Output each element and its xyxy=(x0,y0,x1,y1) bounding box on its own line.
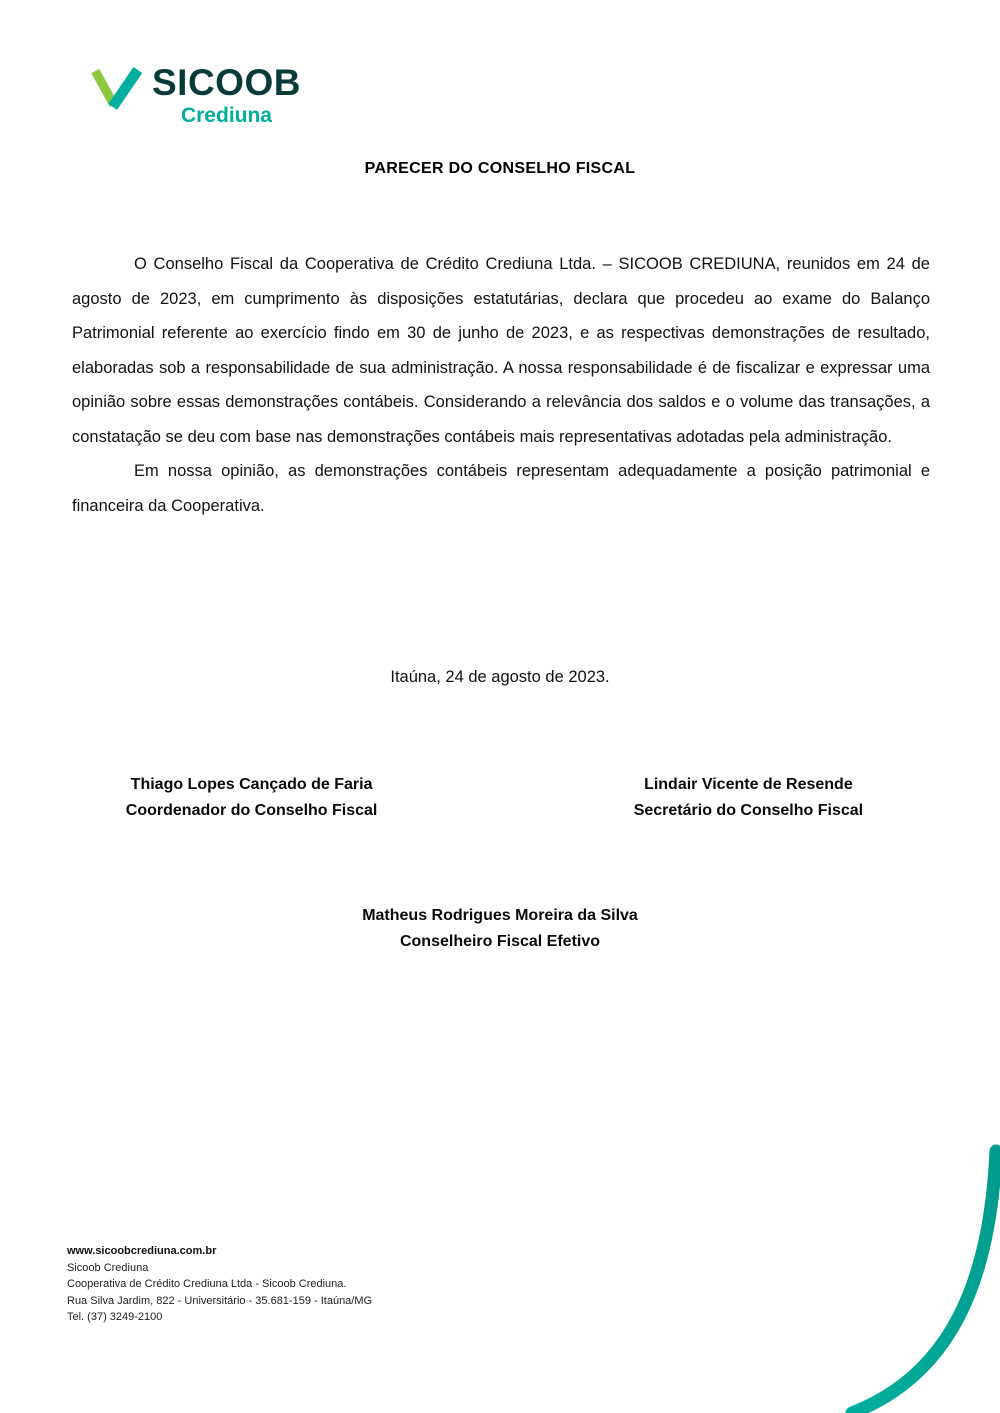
signature-center-role: Conselheiro Fiscal Efetivo xyxy=(399,933,601,950)
footer-phone: Tel. (37) 3249-2100 xyxy=(67,1311,163,1323)
date-line: Itaúna, 24 de agosto de 2023. xyxy=(390,668,610,686)
signature-right xyxy=(537,772,960,824)
signature-row xyxy=(40,772,960,824)
footer-company: Sicoob Crediuna xyxy=(67,1261,149,1274)
footer xyxy=(67,1243,372,1326)
logo-subtext: Crediuna xyxy=(180,104,272,127)
document-body xyxy=(72,247,930,523)
signature-left xyxy=(40,772,463,824)
sicoob-v-icon xyxy=(88,64,144,114)
signature-left-name: Thiago Lopes Cançado de Faria xyxy=(130,776,373,793)
corner-swoosh-icon xyxy=(830,1123,1000,1413)
sicoob-logo xyxy=(88,64,301,128)
footer-website: www.sicoobcrediuna.com.br xyxy=(67,1245,217,1257)
footer-legal-name: Cooperativa de Crédito Crediuna Ltda - Sicoob Crediuna. xyxy=(67,1278,347,1290)
logo-wordmark: SICOOB xyxy=(152,62,301,103)
signature-right-name: Lindair Vicente de Resende xyxy=(644,776,853,793)
signature-right-role: Secretário do Conselho Fiscal xyxy=(633,802,864,819)
footer-address: Rua Silva Jardim, 822 - Universitário - 35.681-159 - Itaúna/MG xyxy=(67,1294,373,1307)
signature-center xyxy=(0,903,1000,955)
signature-left-role: Coordenador do Conselho Fiscal xyxy=(125,802,378,819)
signature-center-name: Matheus Rodrigues Moreira da Silva xyxy=(362,907,638,924)
document-title: PARECER DO CONSELHO FISCAL xyxy=(364,160,636,177)
body-paragraph-1: O Conselho Fiscal da Cooperativa de Crédito Crediuna Ltda. – SICOOB CREDIUNA, reunidos em 24 de agosto de 2023, em cumprimento às disposições estatutárias, declara que procedeu ao exame do Balanço Patrimonial referente ao exercício findo em 30 de junho de 2023, e as respectivas demonstrações de resultado, elaboradas sob a responsabilidade de sua administração. A nossa responsabilidade é de fiscalizar e expressar uma opinião sobre essas demonstrações contábeis. Considerando a relevância dos saldos e o volume das transações, a constatação se deu com base nas demonstrações contábeis mais representativas adotadas pela administração. xyxy=(72,255,930,446)
body-paragraph-2: Em nossa opinião, as demonstrações contábeis representam adequadamente a posição patrimonial e financeira da Cooperativa. xyxy=(72,462,930,515)
logo-text-column xyxy=(152,64,301,128)
